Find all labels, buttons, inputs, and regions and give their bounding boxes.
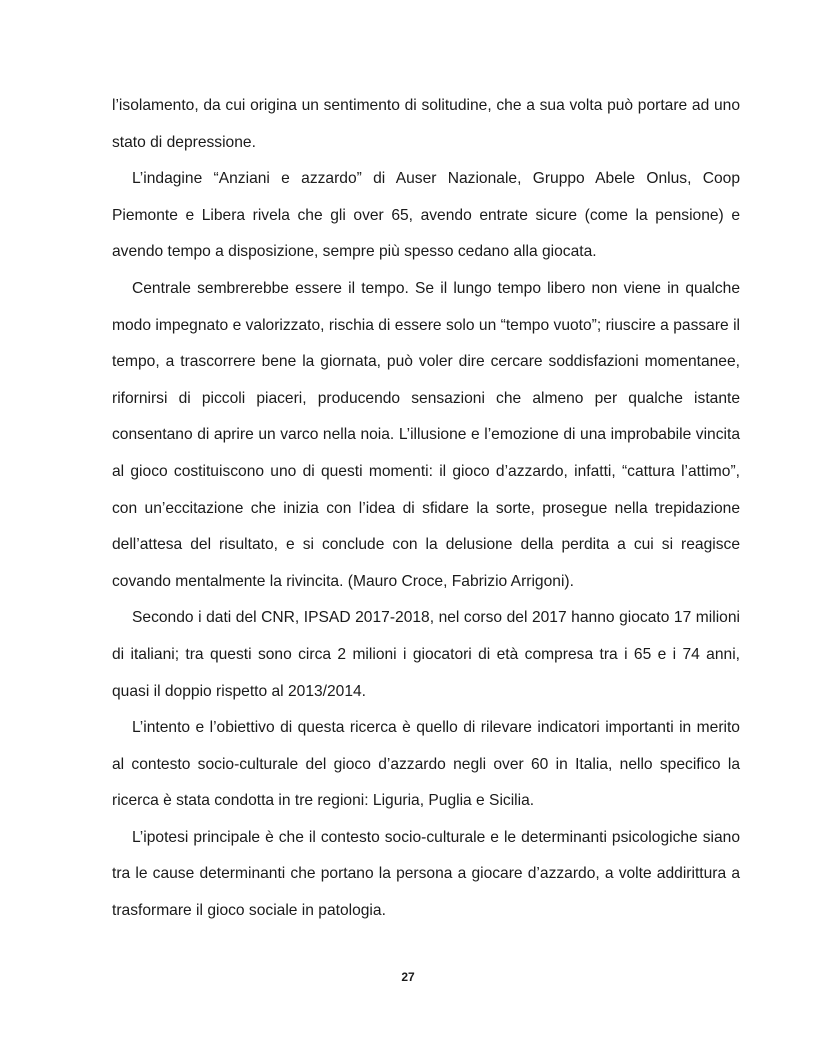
body-text <box>112 88 740 930</box>
paragraph-indagine: L’indagine “Anziani e azzardo” di Auser Nazionale, Gruppo Abele Onlus, Coop Piemonte e Libera rivela che gli over 65, avendo entrate sicure (come la pensione) e avendo tempo a disposizione, sempre più spesso cedano alla giocata. <box>112 170 740 261</box>
paragraph-continuation: l’isolamento, da cui origina un sentimento di solitudine, che a sua volta può portare ad uno stato di depressione. <box>112 97 740 151</box>
page-number: 27 <box>401 970 415 984</box>
paragraph-ipotesi: L’ipotesi principale è che il contesto socio-culturale e le determinanti psicologiche siano tra le cause determinanti che portano la persona a giocare d’azzardo, a volte addirittura a trasformare il gioco sociale in patologia. <box>112 828 740 920</box>
paragraph-cnr-data: Secondo i dati del CNR, IPSAD 2017-2018, nel corso del 2017 hanno giocato 17 milioni di italiani; tra questi sono circa 2 milioni i giocatori di età compresa tra i 65 e i 74 anni, quasi il doppio rispetto al 2013/2014. <box>112 609 740 700</box>
paragraph-intento: L’intento e l’obiettivo di questa ricerca è quello di rilevare indicatori importanti in merito al contesto socio-culturale del gioco d’azzardo negli over 60 in Italia, nello specifico la ricerca è stata condotta in tre regioni: Liguria, Puglia e Sicilia. <box>112 719 740 810</box>
paragraph-tempo: Centrale sembrerebbe essere il tempo. Se il lungo tempo libero non viene in qualche modo impegnato e valorizzato, rischia di essere solo un “tempo vuoto”; riuscire a passare il tempo, a trascorrere bene la giornata, può voler dire cercare soddisfazioni momentanee, rifornirsi di piccoli piaceri, producendo sensazioni che almeno per qualche istante consentano di aprire un varco nella noia. L’illusione e l’emozione di una improbabile vincita al gioco costituiscono uno di questi momenti: il gioco d’azzardo, infatti, “cattura l’attimo”, con un’eccitazione che inizia con l’idea di sfidare la sorte, prosegue nella trepidazione dell’attesa del risultato, e si conclude con la delusione della perdita a cui si reagisce covando mentalmente la rivincita. (Mauro Croce, Fabrizio Arrigoni). <box>112 279 740 590</box>
